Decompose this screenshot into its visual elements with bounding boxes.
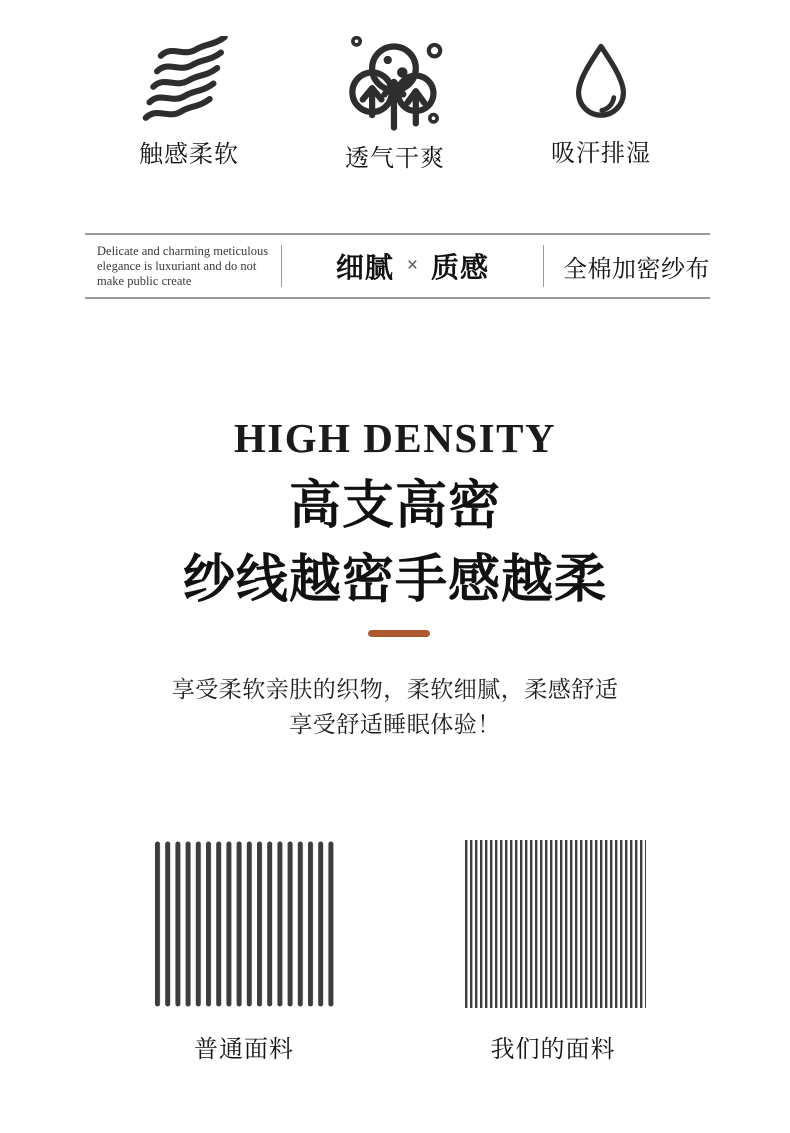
slogan-english-line: Delicate and charming meticulous xyxy=(97,243,269,258)
description-line2: 享受舒适睡眠体验！ xyxy=(289,711,501,737)
feature-row xyxy=(0,36,790,172)
loose-weave-graphic xyxy=(155,841,334,1007)
feature-breathable xyxy=(340,36,450,172)
dense-weave-label: 我们的面料 xyxy=(490,1036,616,1063)
droplet-icon xyxy=(561,37,641,131)
feature-label: 透气干爽 xyxy=(345,145,445,172)
breathable-icon-box xyxy=(343,36,447,136)
feature-label: 触感柔软 xyxy=(139,141,239,168)
description-line1: 享受柔软亲肤的织物，柔软细腻，柔感舒适 xyxy=(171,676,619,702)
accent-divider xyxy=(368,630,430,637)
main-title-line2: 纱线越密手感越柔 xyxy=(182,551,607,609)
breathable-icon xyxy=(343,34,447,138)
waves-icon-box xyxy=(142,36,236,132)
dense-weave-graphic xyxy=(465,840,646,1008)
loose-weave-label: 普通面料 xyxy=(194,1036,294,1063)
slogan-english-line: elegance is luxuriant and do not xyxy=(97,258,257,273)
fabric-type-text: 全棉加密纱布 xyxy=(563,255,710,283)
slogan-word-fine: 细腻 xyxy=(335,252,394,283)
waves-icon xyxy=(142,36,236,132)
slogan-center xyxy=(282,246,543,286)
feature-moisture xyxy=(546,36,656,168)
slogan-band xyxy=(85,233,710,299)
feature-soft-touch xyxy=(134,36,244,168)
feature-label: 吸汗排湿 xyxy=(551,140,651,167)
slogan-english-text xyxy=(85,244,281,289)
english-title: HIGH DENSITY xyxy=(233,415,557,461)
main-title-line1: 高支高密 xyxy=(288,477,501,535)
droplet-icon-box xyxy=(561,36,641,131)
times-symbol: × xyxy=(406,255,418,276)
slogan-english-line: make public create xyxy=(97,273,192,288)
slogan-word-texture: 质感 xyxy=(431,252,490,283)
